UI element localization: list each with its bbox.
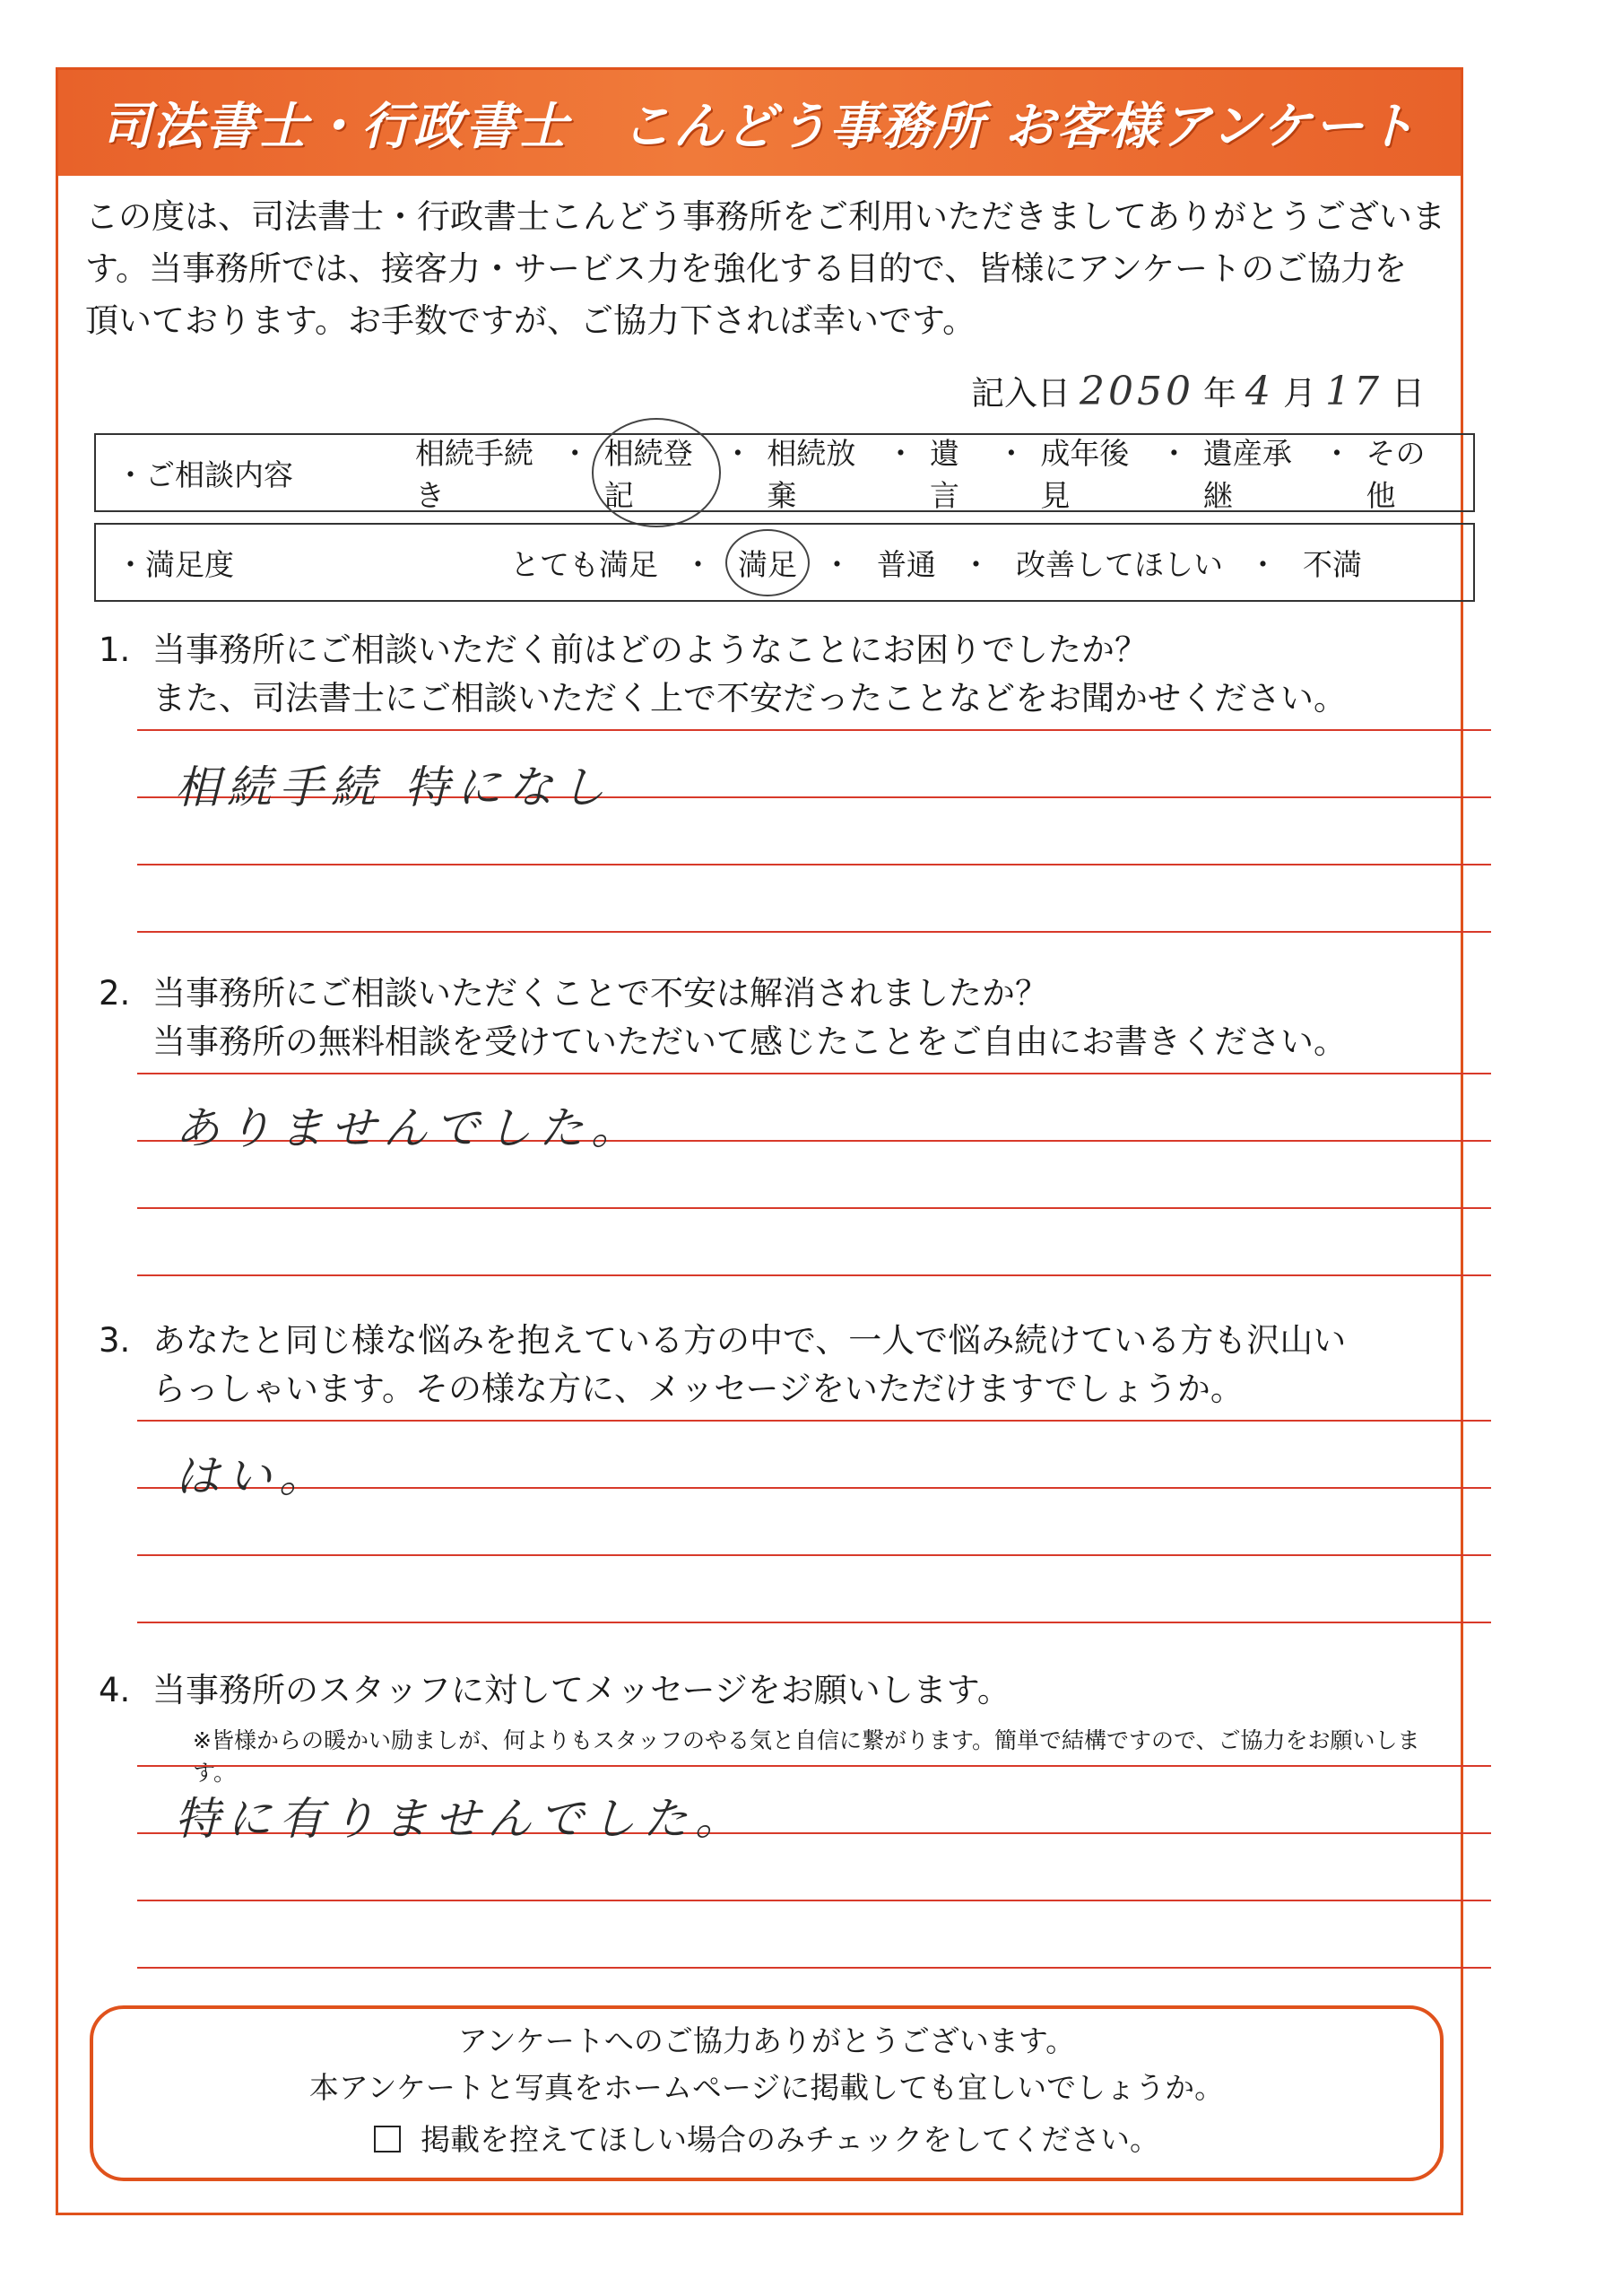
consultation-option[interactable]: 遺言	[930, 436, 959, 513]
consultation-box	[94, 433, 1475, 512]
consultation-option[interactable]: 相続手続き	[415, 436, 534, 513]
consent-row	[93, 2117, 1440, 2163]
consultation-separator: ・	[559, 436, 590, 471]
question-text: 当事務所にご相談いただくことで不安は解消されましたか？	[152, 974, 1048, 1013]
satisfaction-box	[94, 523, 1475, 602]
satisfaction-options	[412, 542, 1473, 584]
answer-rule	[137, 1900, 1491, 1901]
date-year-value[interactable]: 2050	[1080, 369, 1194, 414]
consultation-separator: ・	[723, 436, 753, 471]
question-text: 当事務所のスタッフに対してメッセージをお願いします。	[152, 1671, 1010, 1709]
answer-2[interactable]: ありませんでした。	[175, 1102, 643, 1154]
date-label: 記入日	[971, 374, 1071, 413]
consultation-option[interactable]: 成年後見	[1040, 436, 1130, 513]
publish-opt-out-checkbox[interactable]	[374, 2126, 401, 2152]
answer-3[interactable]: はい。	[175, 1450, 331, 1502]
satisfaction-separator: ・	[822, 546, 852, 582]
consultation-options	[412, 430, 1473, 515]
consultation-separator: ・	[996, 436, 1027, 471]
question-text: らっしゃいます。その様な方に、メッセージをいただけますでしょうか。	[152, 1370, 1244, 1408]
question-4-note: ※皆様からの暖かい励ましが、何よりもスタッフのやる気と自信に繋がります。簡単で結構ですので、ご協力をお願いします。	[193, 1727, 1420, 1786]
answer-rule	[137, 931, 1491, 933]
consultation-option[interactable]: その他	[1366, 436, 1426, 513]
answer-rule	[137, 1274, 1491, 1276]
consent-box	[90, 2005, 1444, 2181]
answer-rule	[137, 864, 1491, 865]
question-text: また、司法書士にご相談いただく上で不安だったことなどをお聞かせください。	[152, 679, 1347, 718]
question-4	[99, 1666, 1479, 1715]
thanks-text: アンケートへのご協力ありがとうございます。	[457, 2023, 1076, 2058]
intro-line: 頂いております。お手数ですが、ご協力下されば幸いです。	[85, 301, 976, 340]
intro-line: この度は、司法書士・行政書士こんどう事務所をご利用いただきましてありがとうございま	[85, 197, 1445, 236]
question-number: 1.	[99, 631, 131, 669]
checkbox-label: 掲載を控えてほしい場合のみチェックをしてください。	[420, 2122, 1159, 2157]
date-day-unit: 日	[1392, 374, 1425, 413]
answer-rule	[137, 1420, 1491, 1422]
question-number: 3.	[99, 1321, 131, 1360]
date-day-value[interactable]: 17	[1325, 369, 1383, 414]
consultation-separator: ・	[1158, 436, 1189, 471]
satisfaction-separator: ・	[683, 546, 713, 582]
satisfaction-option[interactable]: 改善してほしい	[1016, 546, 1223, 582]
satisfaction-separator: ・	[1248, 546, 1278, 582]
consent-question: 本アンケートと写真をホームページに掲載しても宜しいでしょうか。	[308, 2070, 1225, 2105]
consultation-separator: ・	[886, 436, 915, 471]
survey-title: 司法書士・行政書士 こんどう事務所 お客様アンケート	[100, 98, 1418, 156]
satisfaction-label: ・満足度	[116, 546, 234, 582]
question-number: 4.	[99, 1671, 131, 1709]
answer-rule	[137, 1622, 1491, 1623]
satisfaction-separator: ・	[961, 546, 991, 582]
answer-rule	[137, 1487, 1491, 1489]
answer-1[interactable]: 相続手続 特になし	[175, 761, 612, 813]
consultation-option[interactable]: 相続放棄	[767, 436, 856, 513]
satisfaction-option[interactable]: とても満足	[510, 546, 658, 582]
question-text: あなたと同じ様な悩みを抱えている方の中で、一人で悩み続けている方も沢山い	[152, 1321, 1347, 1360]
consultation-label: ・ご相談内容	[116, 457, 293, 492]
satisfaction-option[interactable]: 普通	[877, 546, 936, 582]
question-2	[99, 970, 1479, 1066]
consultation-option[interactable]: 遺産承継	[1202, 436, 1292, 513]
question-text: 当事務所にご相談いただく前はどのようなことにお困りでしたか？	[152, 631, 1148, 669]
date-field	[971, 366, 1425, 414]
question-3	[99, 1317, 1479, 1413]
question-number: 2.	[99, 974, 131, 1013]
answer-rule	[137, 1073, 1491, 1074]
answer-rule	[137, 1967, 1491, 1969]
answer-rule	[137, 729, 1491, 731]
date-month-unit: 月	[1283, 374, 1316, 413]
question-1	[99, 626, 1479, 723]
date-month-value[interactable]: 4	[1245, 369, 1274, 414]
satisfaction-option[interactable]: 不満	[1303, 546, 1362, 582]
question-text: 当事務所の無料相談を受けていただいて感じたことをご自由にお書きください。	[152, 1022, 1347, 1061]
answer-4[interactable]: 特に有りませんでした。	[175, 1793, 747, 1845]
intro-text	[85, 191, 1448, 347]
date-year-unit: 年	[1203, 374, 1236, 413]
answer-rule	[137, 1554, 1491, 1556]
consultation-option[interactable]: 相続登記	[601, 430, 713, 515]
intro-line: す。当事務所では、接客力・サービス力を強化する目的で、皆様にアンケートのご協力を	[85, 249, 1408, 288]
answer-rule	[137, 1765, 1491, 1767]
answer-rule	[137, 1207, 1491, 1209]
survey-sheet	[56, 67, 1463, 2215]
satisfaction-option[interactable]: 満足	[734, 542, 801, 584]
consultation-separator: ・	[1322, 436, 1352, 471]
header-banner	[58, 70, 1461, 176]
